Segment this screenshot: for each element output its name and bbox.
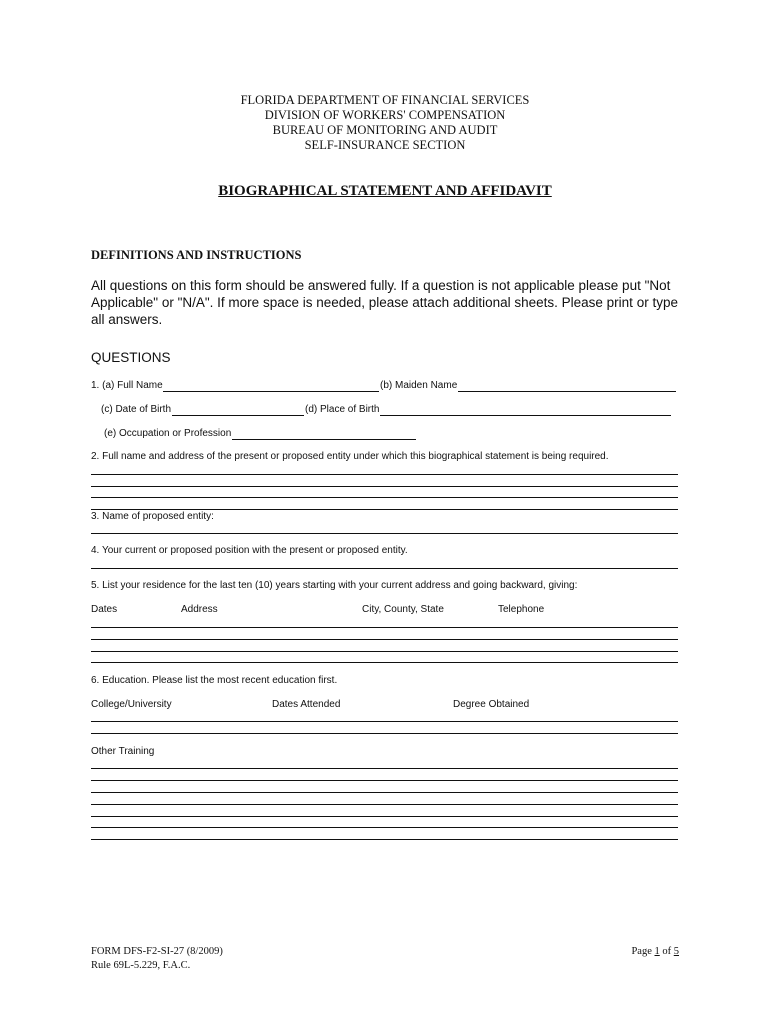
q2-answer-line[interactable]	[91, 509, 678, 510]
q3-label: 3. Name of proposed entity:	[91, 511, 214, 522]
q5-col-city: City, County, State	[362, 604, 444, 615]
header-bureau: BUREAU OF MONITORING AND AUDIT	[272, 123, 498, 137]
definitions-heading: DEFINITIONS AND INSTRUCTIONS	[91, 248, 302, 262]
q1b-label: (b) Maiden Name	[380, 380, 458, 391]
other-training-line[interactable]	[91, 827, 678, 828]
header-agency: FLORIDA DEPARTMENT OF FINANCIAL SERVICES	[240, 93, 530, 107]
other-training-label: Other Training	[91, 746, 155, 757]
header-division: DIVISION OF WORKERS' COMPENSATION	[264, 108, 506, 122]
page-total-link[interactable]: 5	[673, 946, 679, 957]
page-of: of	[659, 946, 674, 957]
instructions-text: All questions on this form should be answered fully. If a question is not applicable please put "Not Applicable" or "N/A". If more space is needed, please attach additional sheets. Please print or type all answers.	[91, 278, 678, 327]
q6-answer-line[interactable]	[91, 721, 678, 722]
q5-answer-line[interactable]	[91, 627, 678, 628]
page-number	[631, 946, 679, 957]
q2-answer-line[interactable]	[91, 486, 678, 487]
q5-answer-line[interactable]	[91, 639, 678, 640]
q1a-label: 1. (a) Full Name	[91, 380, 163, 391]
date-of-birth-field[interactable]	[172, 415, 304, 416]
q5-col-address: Address	[181, 604, 218, 615]
q5-answer-line[interactable]	[91, 662, 678, 663]
q5-answer-line[interactable]	[91, 651, 678, 652]
other-training-line[interactable]	[91, 839, 678, 840]
q4-label: 4. Your current or proposed position with the present or proposed entity.	[91, 545, 408, 556]
other-training-line[interactable]	[91, 768, 678, 769]
place-of-birth-field[interactable]	[380, 415, 671, 416]
other-training-line[interactable]	[91, 816, 678, 817]
occupation-field[interactable]	[232, 439, 416, 440]
q5-col-dates: Dates	[91, 604, 118, 615]
maiden-name-field[interactable]	[458, 391, 676, 392]
q1e-label: (e) Occupation or Profession	[104, 428, 232, 439]
page-current-link[interactable]: 1	[654, 946, 660, 957]
q6-answer-line[interactable]	[91, 733, 678, 734]
form-title: BIOGRAPHICAL STATEMENT AND AFFIDAVIT	[218, 183, 552, 199]
footer-rule: Rule 69L-5.229, F.A.C.	[91, 960, 191, 971]
q1c-label: (c) Date of Birth	[101, 404, 172, 415]
other-training-line[interactable]	[91, 792, 678, 793]
other-training-line[interactable]	[91, 804, 678, 805]
q3-answer-line[interactable]	[91, 533, 678, 534]
q6-label: 6. Education. Please list the most recent education first.	[91, 675, 338, 686]
q5-label: 5. List your residence for the last ten (10) years starting with your current address and going backward, giving:	[91, 580, 578, 591]
q2-answer-line[interactable]	[91, 497, 678, 498]
questions-heading: QUESTIONS	[91, 350, 171, 365]
other-training-line[interactable]	[91, 780, 678, 781]
full-name-field[interactable]	[163, 391, 379, 392]
q4-answer-line[interactable]	[91, 568, 678, 569]
header-section: SELF-INSURANCE SECTION	[304, 138, 466, 152]
q6-col-degree: Degree Obtained	[453, 699, 530, 710]
q6-col-college: College/University	[91, 699, 172, 710]
q2-label: 2. Full name and address of the present or proposed entity under which this biographical statement is being required.	[91, 451, 609, 462]
q1d-label: (d) Place of Birth	[305, 404, 380, 415]
footer-form-id: FORM DFS-F2-SI-27 (8/2009)	[91, 946, 223, 957]
q6-col-dates: Dates Attended	[272, 699, 341, 710]
q5-col-telephone: Telephone	[498, 604, 545, 615]
q2-answer-line[interactable]	[91, 474, 678, 475]
page-prefix: Page	[631, 946, 655, 957]
